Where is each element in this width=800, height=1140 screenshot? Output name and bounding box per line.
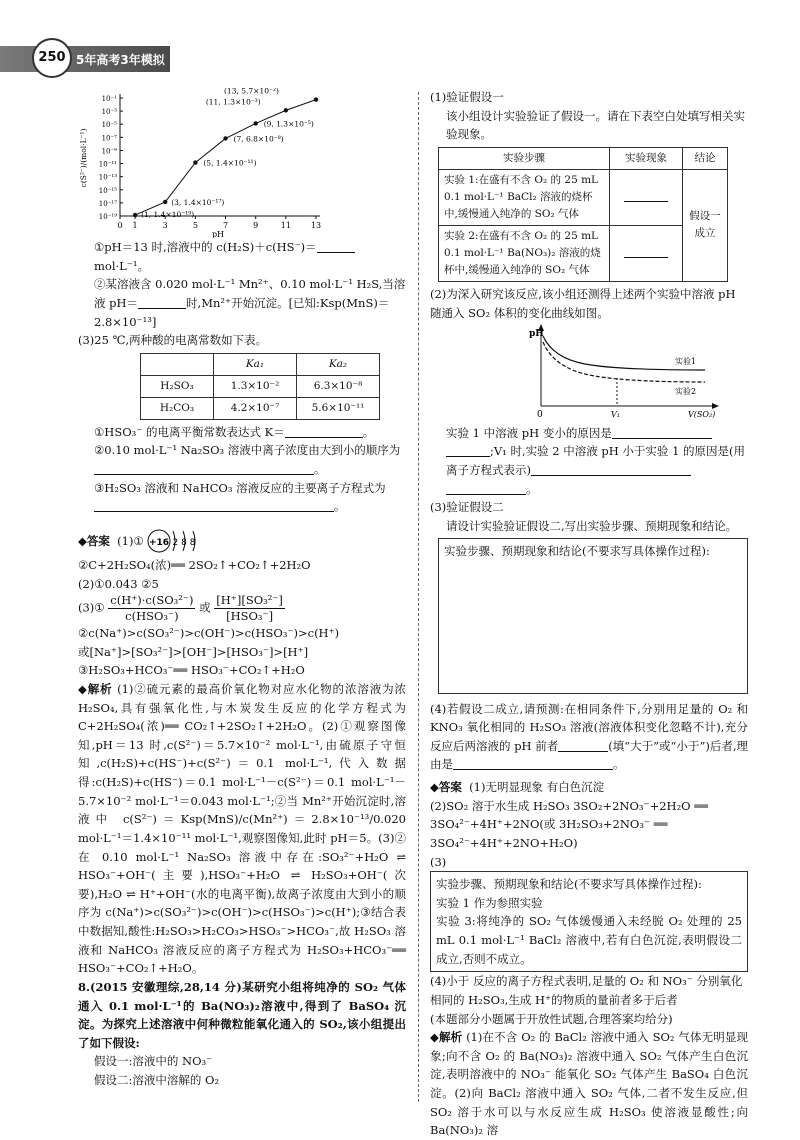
y-axis-label: c(S²⁻)/(mol·L⁻¹)	[79, 128, 88, 188]
q3c-blank[interactable]	[94, 499, 334, 512]
ka-table	[140, 353, 380, 420]
right-column	[430, 88, 748, 1140]
ph-v1: V₁	[611, 410, 620, 419]
explanation-label: ◆解析	[78, 681, 113, 696]
x-tick-label: 0	[117, 221, 123, 230]
y-tick-label: 10⁻¹	[101, 95, 117, 103]
x-tick-label: 3	[162, 221, 168, 230]
answer-5: ②c(Na⁺)>c(SO₃²⁻)>c(OH⁻)>c(HSO₃⁻)>c(H⁺)	[78, 626, 340, 640]
acid-name: H₂SO₃	[141, 375, 214, 397]
sulfur-atom-diagram	[146, 526, 206, 556]
y-tick-label: 10⁻¹⁹	[98, 213, 117, 221]
data-point	[163, 200, 167, 204]
hypothesis-1: 假设一:溶液中的 NO₃⁻	[94, 1054, 213, 1069]
exp-table-h1: 实验步骤	[439, 147, 610, 169]
right-answer-3: (3)	[430, 854, 447, 869]
data-point	[223, 136, 227, 140]
ph-chart	[525, 322, 735, 418]
right-answer-1: ◆答案 (1)无明显现象 有白色沉淀	[430, 780, 605, 794]
r8-text: (4)若假设二成立,请预测:在相同条件下,分别用足量的 O₂ 和 KNO₃ 氧化相同的 H₂SO₃ 溶液(溶液体积变化忽略不计),充分反应后两溶液的 pH 前者 (填“大于”或“小于”)后者,理由是 。	[430, 701, 748, 772]
data-label: (13, 5.7×10⁻²)	[224, 88, 279, 96]
ka-fraction: $\frac{\text{c(H⁺)·c(SO₃²⁻)}}{\text{c(HSO₃⁻)}}$	[110, 593, 194, 624]
exp-table-h3: 结论	[683, 147, 728, 169]
r1-text: (1)验证假设一	[430, 90, 504, 104]
y-tick-label: 10⁻¹¹	[98, 160, 117, 169]
right-answer-2: (2)SO₂ 溶于水生成 H₂SO₃ 3SO₂+2NO₃⁻+2H₂O ══ 3SO₄²⁻+4H⁺+2NO(或 3H₂SO₃+2NO₃⁻ ══ 3SO₄²⁻+4H⁺+2NO+H₂O)	[430, 798, 709, 850]
y-tick-label: 10⁻¹⁵	[98, 186, 117, 195]
answer-label: ◆答案	[430, 780, 462, 794]
table-row	[141, 375, 380, 397]
r2-text: 该小组设计实验验证了假设一。请在下表空白处填写相关实验现象。	[446, 108, 745, 142]
answer-4: (3)① $\frac{\text{c(H⁺)·c(SO₃²⁻)}}{\text{c(HSO₃⁻)}}$ 或 $\frac{\text{[H⁺][SO₃²⁻]}}{\text{[HSO₃⁻]}}$	[78, 593, 283, 624]
page-header	[0, 38, 800, 74]
exp-obs-2[interactable]	[610, 225, 683, 281]
page-number: 250	[32, 38, 72, 78]
r6-text: (3)验证假设二	[430, 500, 504, 515]
acid-name: H₂CO₃	[141, 397, 214, 419]
q2-text: ②某溶液含 0.020 mol·L⁻¹ Mn²⁺、0.10 mol·L⁻¹ H₂S,当溶液 pH＝ 时,Mn²⁺开始沉淀。[已知:Ksp(MnS)＝2.8×10⁻¹³]	[94, 277, 406, 329]
q3-intro: (3)25 ℃,两种酸的电离常数如下表。	[78, 333, 268, 348]
data-point	[133, 213, 137, 217]
answer-6: 或[Na⁺]>[SO₃²⁻]>[OH⁻]>[HSO₃⁻]>[H⁺]	[78, 644, 309, 659]
ka-table-h1: Ka₁	[214, 353, 297, 375]
table-row	[439, 169, 728, 225]
answer-3: (2)①0.043 ②5	[78, 576, 159, 591]
sulfide-chart	[78, 88, 406, 238]
answer-1: (1)①	[117, 533, 144, 548]
y-tick-label: 10⁻⁹	[101, 147, 117, 156]
q3a-blank[interactable]	[285, 425, 363, 438]
r5-blank-2[interactable]	[446, 482, 526, 495]
x-tick-label: 9	[253, 221, 259, 230]
q2-blank[interactable]	[138, 296, 186, 309]
q3b-blank[interactable]	[94, 462, 314, 475]
x-tick-label: 11	[280, 221, 291, 230]
ph-origin: 0	[537, 410, 543, 419]
answer-label: ◆答案	[78, 533, 110, 548]
atom-core-label: +16	[148, 537, 169, 548]
ka2-value: 6.3×10⁻⁸	[297, 375, 380, 397]
y-tick-label: 10⁻³	[101, 108, 117, 117]
right-answer-5: (本题部分小题属于开放性试题,合理答案均给分)	[430, 1011, 673, 1026]
explanation-label: ◆解析	[430, 1030, 463, 1045]
explanation: ◆解析 (1)②硫元素的最高价氧化物对应水化物的浓溶液为浓 H₂SO₄,具有强氧化性,与木炭发生反应的化学方程式为 C+2H₂SO₄(浓)══ CO₂↑+2SO₂↑+2H₂O。(2)①观察图像知,pH＝13 时,c(S²⁻)＝5.7×10⁻² mol·L⁻¹,由硫原子守恒知,c(H₂S)+c(HS⁻)+c(S²⁻)＝0.1 mol·L⁻¹,代入数据得:c(H₂S)+c(HS⁻)＝0.1 mol·L⁻¹－c(S²⁻)＝0.1 mol·L⁻¹－5.7×10⁻² mol·L⁻¹＝0.043 mol·L⁻¹;②当 Mn²⁺开始沉淀时,溶液中 c(S²⁻)＝Ksp(MnS)/c(Mn²⁺)＝2.8×10⁻¹³/0.020 mol·L⁻¹＝1.4×10⁻¹¹ mol·L⁻¹,观察图像知,此时 pH＝5。(3)②在 0.10 mol·L⁻¹ Na₂SO₃ 溶液中存在:SO₃²⁻+H₂O ⇌ HSO₃⁻+OH⁻(主要),HSO₃⁻+H₂O ⇌ H₂SO₃+OH⁻(次要),H₂O ⇌ H⁺+OH⁻(水的电离平衡),故离子浓度由大到小的顺序为 c(Na⁺)>c(SO₃²⁻)>c(OH⁻)>c(HSO₃⁻)>c(H⁺);③结合表中数据知,酸性:H₂SO₃>H₂CO₃>HSO₃⁻>HCO₃⁻,故 H₂SO₃ 溶液和 NaHCO₃ 溶液反应的离子方程式为 H₂SO₃+HCO₃⁻══ HSO₃⁻+CO₂↑+H₂O。	[78, 681, 407, 976]
y-tick-label: 10⁻¹⁷	[98, 199, 117, 208]
ka-table-h2: Ka₂	[297, 353, 380, 375]
data-label: (1, 1.4×10⁻¹⁹)	[141, 210, 195, 220]
r5-blank[interactable]	[531, 463, 691, 476]
ka-fraction-alt: $\frac{\text{[H⁺][SO₃²⁻]}}{\text{[HSO₃⁻]}}$	[216, 593, 283, 624]
legend-exp2: 实验2	[675, 387, 697, 397]
book-edition: A 版(教师用书)	[172, 53, 258, 67]
data-label: (9, 1.3×10⁻⁵)	[263, 119, 314, 129]
ph-axis-label: pH	[529, 329, 544, 340]
exp-conclusion: 假设一成立	[683, 169, 728, 281]
x-tick-label: 7	[222, 221, 229, 230]
book-name: 5年高考3年模拟	[76, 53, 165, 67]
r4-text: 实验 1 中溶液 pH 变小的原因是 ;V₁ 时,实验 2 中溶液 pH 小于实验 1 的原因是(用离子方程式表示) 。	[446, 425, 746, 496]
data-point	[314, 97, 318, 101]
hypothesis-2: 假设二:溶液中溶解的 O₂	[94, 1073, 220, 1087]
ph-x-label: V(SO₂)	[688, 410, 716, 419]
right-explanation: ◆解析 (1)在不含 O₂ 的 BaCl₂ 溶液中通入 SO₂ 气体无明显现象;向不含 O₂ 的 Ba(NO₃)₂ 溶液中通入 SO₂ 气体产生白色沉淀,表明溶液中的 NO₃⁻ 能氧化 SO₂ 气体产生 BaSO₄ 白色沉淀。(2)向 BaCl₂ 溶液中通入 SO₂ 气体,二者不发生反应,但 SO₂ 溶于水可以与水反应生成 H₂SO₃ 使溶液显酸性;向 Ba(NO₃)₂ 溶	[430, 1030, 748, 1138]
left-column	[78, 88, 406, 1090]
exp-obs-1[interactable]	[610, 169, 683, 225]
q3b-text: ②0.10 mol·L⁻¹ Na₂SO₃ 溶液中离子浓度由大到小的顺序为。	[94, 443, 401, 476]
series-line	[135, 100, 316, 215]
r4-blank[interactable]	[612, 426, 712, 439]
data-label: (3, 1.4×10⁻¹⁷)	[171, 197, 225, 207]
sulfide-chart-svg	[78, 88, 328, 238]
data-label: (7, 6.8×10⁻⁸)	[233, 134, 284, 144]
data-point	[193, 160, 197, 164]
q1-text: ①pH＝13 时,溶液中的 c(H₂S)＋c(HS⁻)＝mol·L⁻¹。	[78, 238, 406, 275]
x-tick-label: 13	[310, 221, 322, 230]
exp-step-2: 实验 2:在盛有不含 O₂ 的 25 mL 0.1 mol·L⁻¹ Ba(NO₃)₂ 溶液的烧杯中,缓慢通入纯净的 SO₂ 气体	[439, 225, 610, 281]
q3c-text: ③H₂SO₃ 溶液和 NaHCO₃ 溶液反应的主要离子方程式为 。	[94, 480, 386, 514]
ka1-value: 4.2×10⁻⁷	[214, 397, 297, 419]
table-row	[141, 397, 380, 419]
data-label: (11, 1.3×10⁻³)	[205, 97, 261, 107]
column-divider	[418, 92, 419, 1102]
answer-2: ②C+2H₂SO₄(浓)══ 2SO₂↑+CO₂↑+2H₂O	[78, 557, 311, 572]
right-answer-4: (4)小于 反应的离子方程式表明,足量的 O₂ 和 NO₃⁻ 分别氧化相同的 H₂SO₃,生成 H⁺的物质的量前者多于后者	[430, 974, 743, 1007]
x-tick-label: 5	[192, 221, 198, 230]
ka2-value: 5.6×10⁻¹¹	[297, 397, 380, 419]
r4-blank-2[interactable]	[446, 444, 490, 457]
data-point	[284, 108, 288, 112]
y-tick-label: 10⁻⁷	[101, 134, 117, 143]
answer-7: ③H₂SO₃+HCO₃⁻══ HSO₃⁻+CO₂↑+H₂O	[78, 663, 305, 678]
atom-shells-label: 2 8 8	[172, 537, 196, 548]
x-tick-label: 1	[132, 221, 138, 230]
exp-step-1: 实验 1:在盛有不含 O₂ 的 25 mL 0.1 mol·L⁻¹ BaCl₂ 溶液的烧杯中,缓慢通入纯净的 SO₂ 气体	[439, 169, 610, 225]
y-tick-label: 10⁻⁵	[101, 121, 117, 130]
book-title	[76, 51, 257, 70]
ka-table-corner	[141, 353, 214, 375]
question-8: 8.(2015 安徽理综,28,14 分)某研究小组将纯净的 SO₂ 气体通入 0.1 mol·L⁻¹的 Ba(NO₃)₂溶液中,得到了 BaSO₄ 沉淀。为探究上述溶液中何种微粒能氧化通入的 SO₂,该小组提出了如下假设:	[78, 979, 406, 1050]
experiment-table	[438, 147, 728, 282]
answer-box-filled: 实验步骤、预期现象和结论(不要求写具体操作过程): 实验 1 作为参照实验 实验 3:将纯净的 SO₂ 气体缓慢通入未经脱 O₂ 处理的 25 mL 0.1 mol·L⁻¹ BaCl₂ 溶液中,若有白色沉淀,表明假设二成立,否则不成立。	[430, 871, 748, 972]
exp-table-h2: 实验现象	[610, 147, 683, 169]
q3a-text: ①HSO₃⁻ 的电离平衡常数表达式 K＝ 。	[94, 424, 375, 439]
legend-exp1: 实验1	[675, 357, 697, 367]
r7-text: 请设计实验验证假设二,写出实验步骤、预期现象和结论。	[446, 518, 738, 533]
answer-box-3[interactable]: 实验步骤、预期现象和结论(不要求写具体操作过程):	[438, 538, 748, 694]
q1-blank[interactable]	[317, 240, 355, 253]
y-tick-label: 10⁻¹³	[98, 173, 117, 182]
answer-line-1	[78, 526, 406, 556]
r8-blank[interactable]	[558, 739, 608, 752]
ka1-value: 1.3×10⁻²	[214, 375, 297, 397]
r3-text: (2)为深入研究该反应,该小组还测得上述两个实验中溶液 pH 随通入 SO₂ 体积的变化曲线如图。	[430, 286, 736, 320]
data-point	[253, 121, 257, 125]
x-axis-label: pH	[211, 230, 225, 238]
data-label: (5, 1.4×10⁻¹¹)	[203, 158, 257, 168]
r8-blank-2[interactable]	[453, 757, 613, 770]
